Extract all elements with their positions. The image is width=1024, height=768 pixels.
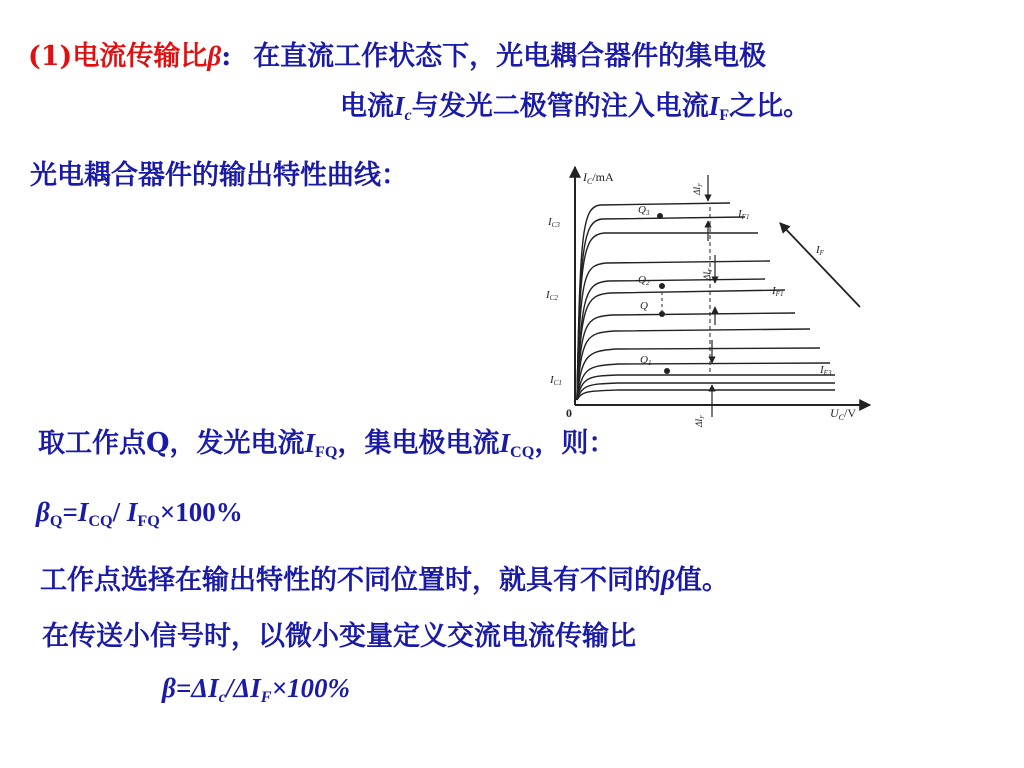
definition-text-c: 之比。 xyxy=(729,91,811,122)
ic-subscript: c xyxy=(404,105,412,124)
q3-label: Q3 xyxy=(638,204,650,217)
formula1-icq: I xyxy=(77,497,89,527)
formula1-tail: ×100% xyxy=(159,497,243,527)
q1-label: Q1 xyxy=(640,354,652,367)
formula1-beta-sub: Q xyxy=(49,511,63,530)
beta-symbol: β xyxy=(207,41,222,71)
ifq-subscript: FQ xyxy=(315,442,338,461)
icq-symbol: I xyxy=(499,428,511,458)
definition-heading xyxy=(28,40,766,73)
ic2-label: IC2 xyxy=(546,289,558,302)
definition-text-b: 与发光二极管的注入电流 xyxy=(411,91,709,122)
formula1-beta: β xyxy=(36,497,50,527)
output-characteristic-figure xyxy=(530,155,910,430)
work-point-text-a: 取工作点Q，发光电流 xyxy=(38,428,305,459)
formula2-sub2: F xyxy=(260,687,272,706)
definition-text-a: 电流 xyxy=(340,91,394,122)
origin-label: 0 xyxy=(566,406,572,420)
formula-beta-q xyxy=(36,496,243,528)
note-small-signal: 在传送小信号时，以微小变量定义交流电流传输比 xyxy=(42,621,636,652)
ic3-label: IC3 xyxy=(548,216,560,229)
q1-point xyxy=(664,368,670,374)
if-subscript: F xyxy=(719,105,730,124)
heading-colon: : xyxy=(221,41,232,72)
definition-line2 xyxy=(340,90,810,123)
if-curve-label-2: IF1 xyxy=(772,285,784,298)
work-point-text-c: ，则： xyxy=(534,428,616,459)
delta-if-label-mid: $\Delta I_F$ xyxy=(702,268,714,280)
if-arrow-label: IF xyxy=(816,244,824,257)
work-point-line xyxy=(38,427,615,460)
formula-beta-ac xyxy=(162,672,350,704)
characteristic-curve xyxy=(577,363,830,400)
icq-subscript: CQ xyxy=(510,442,535,461)
formula2-sub1: c xyxy=(218,687,226,706)
q2-label: Q2 xyxy=(638,274,650,287)
note1-beta: β xyxy=(661,565,675,595)
q3-point xyxy=(657,213,663,219)
ic-symbol: I xyxy=(394,91,405,121)
characteristic-curve xyxy=(577,383,835,400)
work-point-text-b: ，集电极电流 xyxy=(337,428,500,459)
formula1-eq: = xyxy=(62,497,78,527)
note1-text: 工作点选择在输出特性的不同位置时，就具有不同的 xyxy=(40,565,661,596)
characteristic-curve xyxy=(577,279,765,400)
formula2-mid: /ΔI xyxy=(225,673,261,703)
characteristic-curve xyxy=(577,390,835,400)
definition-text-line1: 在直流工作状态下，光电耦合器件的集电极 xyxy=(253,41,767,72)
ic1-label: IC1 xyxy=(550,374,562,387)
characteristic-curve xyxy=(577,375,835,400)
formula1-slash: / xyxy=(112,497,127,527)
characteristic-curve xyxy=(577,313,795,400)
formula1-ifq-sub: FQ xyxy=(137,511,160,530)
curve-caption: 光电耦合器件的输出特性曲线： xyxy=(30,160,408,191)
if-symbol: I xyxy=(708,91,720,121)
if-curve-label-1: IF1 xyxy=(738,208,750,221)
if-direction-arrow xyxy=(780,223,860,307)
characteristic-curve xyxy=(577,348,820,400)
formula2-tail: ×100% xyxy=(271,673,350,703)
section-label: (1)电流传输比 xyxy=(28,41,208,72)
formula1-icq-sub: CQ xyxy=(88,511,113,530)
delta-if-markers xyxy=(708,175,715,417)
ifq-symbol: I xyxy=(304,428,316,458)
delta-if-label-top: $\Delta I_F$ xyxy=(692,183,704,195)
delta-if-label-bottom: $\Delta I_F$ xyxy=(694,415,706,427)
characteristic-curve xyxy=(577,217,745,400)
x-axis-label: $U_C/V$ xyxy=(830,406,857,422)
note1-tail: 值。 xyxy=(674,565,729,596)
note-work-point xyxy=(40,564,729,597)
formula1-ifq: I xyxy=(126,497,138,527)
q-label: Q xyxy=(640,300,648,312)
formula2-lead: β=ΔI xyxy=(162,673,219,703)
if-curve-label-3: IF3 xyxy=(820,364,832,377)
y-axis-label: $I_C/mA$ xyxy=(583,170,614,186)
characteristic-curves xyxy=(577,203,835,400)
